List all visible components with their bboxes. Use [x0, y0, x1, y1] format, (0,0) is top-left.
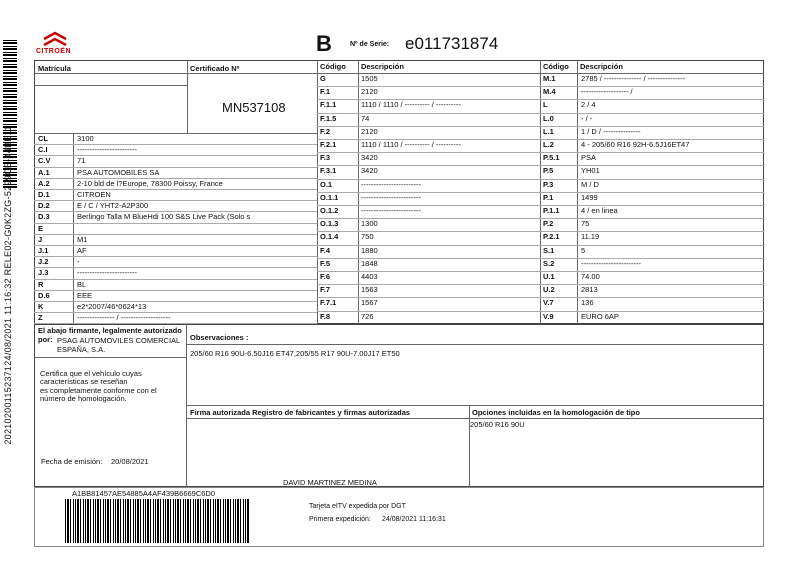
row-divider	[317, 179, 540, 180]
opciones-label: Opciones incluidas en la homologación de tipo	[472, 408, 640, 417]
row-value: 136	[581, 298, 594, 308]
row-code: F.1	[320, 87, 331, 97]
row-value: 2120	[361, 87, 378, 97]
row-value: 2 / 4	[581, 100, 596, 110]
row-code: Z	[38, 313, 43, 323]
row-divider	[34, 223, 317, 224]
row-value: 3420	[361, 166, 378, 176]
row-value: ------------------------	[361, 179, 421, 189]
row-divider	[540, 113, 764, 114]
row-divider	[540, 205, 764, 206]
row-value: 4 / en linea	[581, 206, 618, 215]
row-divider	[317, 113, 540, 114]
row-divider	[317, 86, 540, 87]
row-divider	[317, 165, 540, 166]
tarjeta-text: Tarjeta eITV expedida por DGT	[309, 503, 406, 510]
row-code: V.7	[543, 298, 554, 308]
row-value: ------------------------	[77, 268, 137, 278]
row-value: 4403	[361, 272, 378, 281]
certificado-value: MN537108	[222, 100, 286, 115]
row-divider	[540, 311, 764, 312]
row-divider	[317, 205, 540, 206]
row-value: 71	[77, 156, 86, 166]
firmante-label: El abajo firmante, legalmente autorizado por:	[38, 326, 182, 344]
observaciones-value: 205/60 R16 90U-6.50J16 ET47,205/55 R17 90U-7.00J17 ET50	[190, 349, 400, 358]
row-divider	[317, 271, 540, 272]
row-value: 1 / D / ---------------	[581, 126, 641, 136]
row-code: F.3.1	[320, 166, 337, 176]
cert-text-1: Certifica que el vehículo cuyas	[40, 369, 142, 378]
row-code: D.3	[38, 212, 50, 222]
row-code: C.V	[38, 156, 51, 166]
mid-code-header: Código	[320, 62, 346, 71]
row-code: K	[38, 302, 44, 311]
row-value: M1	[77, 234, 88, 244]
row-value: EEE	[77, 290, 93, 300]
row-value: -	[77, 257, 80, 267]
row-value: 1567	[361, 298, 378, 308]
row-value: PSA AUTOMOBILES SA	[77, 167, 160, 177]
row-code: U.2	[543, 285, 555, 295]
certificado-label: Certificado Nº	[190, 64, 240, 73]
row-code: P.2.1	[543, 232, 560, 242]
row-value: EURO 6AP	[581, 311, 619, 321]
row-code: O.1.2	[320, 206, 339, 215]
row-code: L.2	[543, 140, 554, 149]
primera-value: 24/08/2021 11:16:31	[382, 516, 446, 523]
row-value: ------------------- /	[581, 87, 633, 97]
row-value: CITROEN	[77, 190, 111, 199]
row-value: 3100	[77, 134, 94, 143]
row-divider	[317, 152, 540, 153]
row-value: --------------- / --------------------	[77, 313, 171, 323]
row-value: 2120	[361, 126, 378, 136]
mid-desc-header: Descripción	[361, 62, 404, 71]
row-value: 1110 / 1110 / ---------- / ----------	[361, 140, 461, 149]
row-value: E / C / YHT2-A2P300	[77, 201, 149, 211]
row-value: - / -	[581, 113, 593, 123]
row-code: L.1	[543, 126, 554, 136]
row-value: YH01	[581, 166, 600, 176]
opciones-value: 205/60 R16 90U	[470, 420, 525, 429]
row-divider	[317, 245, 540, 246]
row-divider	[540, 245, 764, 246]
matricula-label: Matrícula	[38, 64, 71, 73]
row-value: 2-10 bld de l?Europe, 78300 Poissy, France	[77, 178, 223, 188]
fecha-value: 20/08/2021	[111, 457, 149, 466]
firmante-name: PSAG AUTOMOVILES COMERCIAL ESPAÑA, S.A.	[57, 336, 180, 354]
row-value: AF	[77, 246, 87, 255]
row-divider	[540, 126, 764, 127]
form-letter: B	[316, 31, 332, 56]
right-desc-header: Descripción	[580, 62, 623, 71]
cert-text-2: características se reseñan	[40, 377, 128, 386]
cert-text-3: es completamente conforme con el	[40, 386, 157, 395]
row-value: 74	[361, 113, 370, 123]
row-value: 5	[581, 245, 586, 255]
row-code: P.5.1	[543, 153, 560, 163]
primera-label: Primera expedición:	[309, 516, 371, 523]
row-divider	[540, 271, 764, 272]
fecha-label: Fecha de emisión:	[41, 457, 103, 466]
serie-value: e011731874	[405, 34, 499, 53]
row-code: P.1.1	[543, 206, 560, 215]
row-value: 2813	[581, 285, 598, 295]
row-value: 1848	[361, 258, 378, 268]
row-value: 726	[361, 311, 374, 321]
row-code: J.1	[38, 246, 49, 255]
row-code: M.1	[543, 74, 556, 83]
row-code: F.2.1	[320, 140, 337, 149]
row-value: ------------------------	[361, 206, 421, 215]
row-divider	[540, 218, 764, 219]
row-code: G	[320, 74, 326, 83]
row-divider	[317, 192, 540, 193]
row-code: F.7	[320, 285, 331, 295]
row-code: CL	[38, 134, 48, 143]
row-value: ------------------------	[77, 145, 137, 155]
row-value: 750	[361, 232, 374, 242]
firma-label: Firma autorizada Registro de fabricantes y firmas autorizadas	[190, 408, 411, 417]
row-code: V.9	[543, 311, 554, 321]
row-value: PSA	[581, 153, 597, 163]
right-code-header: Código	[543, 62, 569, 71]
row-value: 1563	[361, 285, 378, 295]
row-divider	[540, 231, 764, 232]
row-code: F.7.1	[320, 298, 337, 308]
row-code: F.6	[320, 272, 331, 281]
row-code: M.4	[543, 87, 556, 97]
row-code: F.4	[320, 245, 331, 255]
row-value: e2*2007/46*0624*13	[77, 302, 147, 311]
cert-text-4: número de homologación.	[40, 394, 127, 403]
row-code: A.1	[38, 167, 50, 177]
row-value: 1300	[361, 219, 378, 229]
row-value: ------------------------	[581, 258, 641, 268]
row-value: 1505	[361, 74, 378, 83]
row-divider	[317, 297, 540, 298]
row-code: E	[38, 223, 44, 233]
row-value: 2785 / --------------- / ---------------	[581, 74, 686, 83]
row-code: F.1.5	[320, 113, 337, 123]
citroen-logo-icon	[40, 30, 70, 48]
row-code: A.2	[38, 178, 50, 188]
row-value: Berlingo Talla M BlueHdi 100 S&S Live Pack (Solo s	[77, 212, 251, 222]
row-divider	[540, 284, 764, 285]
row-code: R	[38, 279, 44, 289]
footer-frame	[34, 487, 764, 547]
row-code: L	[543, 100, 548, 110]
row-code: D.1	[38, 190, 50, 199]
row-divider	[317, 126, 540, 127]
row-divider	[540, 99, 764, 100]
row-divider	[540, 165, 764, 166]
firma-signer: DAVID MARTINEZ MEDINA	[283, 478, 377, 487]
row-code: D.2	[38, 201, 50, 211]
row-code: O.1.4	[320, 232, 339, 242]
observaciones-label: Observaciones :	[190, 333, 249, 342]
row-code: O.1	[320, 179, 333, 189]
row-code: P.2	[543, 219, 554, 229]
row-value: 4 - 205/60 R16 92H-6.5J16ET47	[581, 140, 690, 149]
row-value: 1110 / 1110 / ---------- / ----------	[361, 100, 461, 110]
row-divider	[540, 297, 764, 298]
row-divider	[540, 152, 764, 153]
row-value: 75	[581, 219, 590, 229]
row-value: 74.00	[581, 272, 600, 281]
row-value: 1499	[581, 192, 598, 202]
row-code: S.2	[543, 258, 555, 268]
row-code: P.5	[543, 166, 554, 176]
row-divider	[540, 86, 764, 87]
row-code: D.6	[38, 290, 50, 300]
row-divider	[540, 192, 764, 193]
row-value: ------------------------	[361, 192, 421, 202]
row-divider	[317, 231, 540, 232]
row-code: F.3	[320, 153, 331, 163]
row-code: C.I	[38, 145, 48, 155]
row-value: M / D	[581, 179, 599, 189]
row-code: J.2	[38, 257, 49, 267]
row-divider	[317, 284, 540, 285]
row-value: 3420	[361, 153, 378, 163]
row-code: O.1.3	[320, 219, 339, 229]
row-code: F.1.1	[320, 100, 337, 110]
row-code: O.1.1	[320, 192, 339, 202]
row-divider	[540, 258, 764, 259]
footer-hash: A1BB81457AE54885A4AF439B6669C6D0	[72, 489, 216, 498]
row-code: P.1	[543, 192, 554, 202]
row-value: 1880	[361, 245, 378, 255]
row-code: J.3	[38, 268, 49, 278]
side-vertical-text: 20210200115237124/08/2021 11:16:32 RELE02-G0K2ZG-5299CE-44BE11	[3, 125, 13, 445]
brand-name: CITROËN	[36, 48, 71, 55]
row-code: P.3	[543, 179, 554, 189]
row-code: F.2	[320, 126, 331, 136]
row-divider	[317, 311, 540, 312]
row-divider	[540, 179, 764, 180]
row-code: L.0	[543, 113, 554, 123]
row-code: J	[38, 234, 43, 244]
row-value: BL	[77, 279, 87, 289]
row-code: U.1	[543, 272, 555, 281]
row-divider	[317, 258, 540, 259]
row-divider	[317, 218, 540, 219]
row-code: F.8	[320, 311, 331, 321]
row-value: 11.19	[581, 232, 600, 242]
row-code: S.1	[543, 245, 555, 255]
serie-label: Nº de Serie:	[350, 41, 390, 48]
row-code: F.5	[320, 258, 331, 268]
